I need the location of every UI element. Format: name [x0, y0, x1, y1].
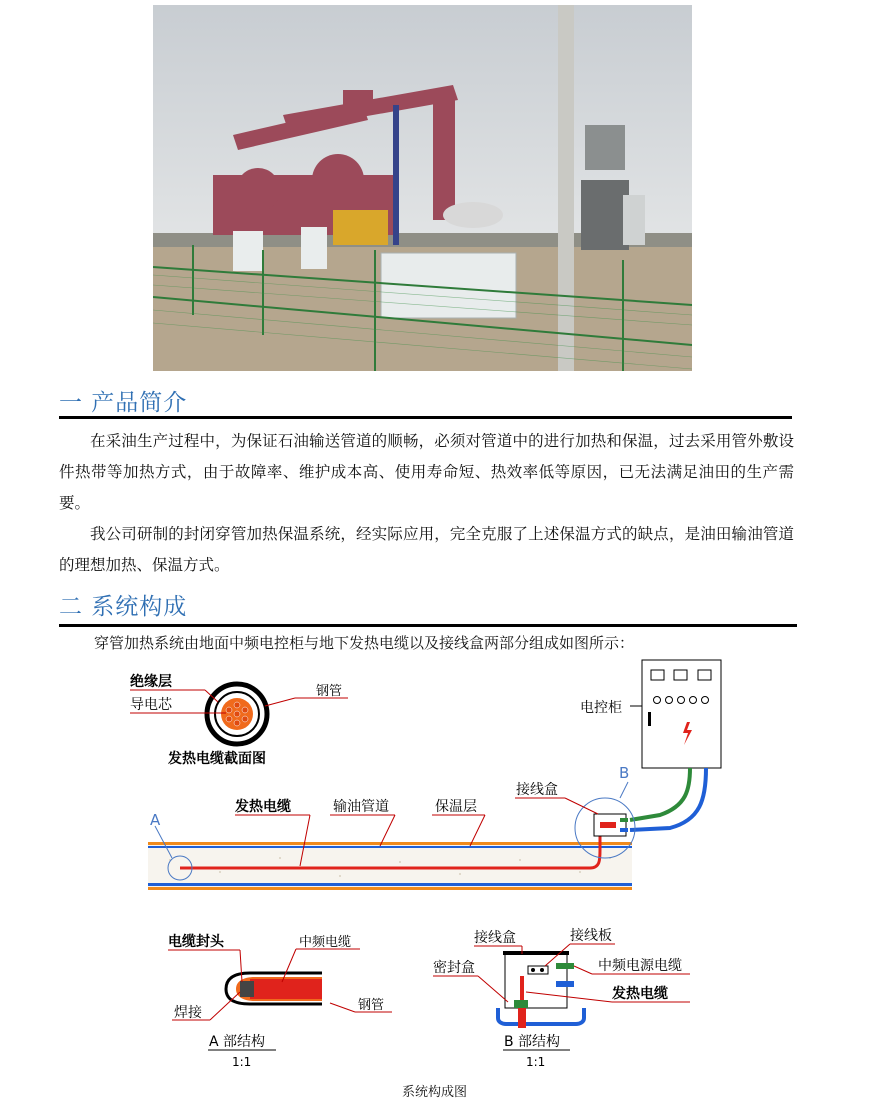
label-insulation-layer: 保温层: [435, 799, 477, 815]
cable-cross-section: [130, 673, 348, 767]
oil-pipeline: [148, 811, 632, 890]
label-oil-pipe: 输油管道: [333, 799, 389, 815]
paragraph: 我公司研制的封闭穿管加热保温系统，经实际应用，完全克服了上述保温方式的缺点，是油田输油管道的理想加热、保温方式。: [59, 525, 794, 574]
label-point-b: B: [619, 764, 630, 782]
oilfield-photo: [153, 5, 692, 371]
system-diagram: [0, 650, 869, 1108]
label-cable-end: 电缆封头: [168, 934, 224, 950]
cross-section-title: 发热电缆截面图: [168, 751, 266, 767]
label-heating-cable-b: 发热电缆: [612, 986, 668, 1002]
system-intro: 穿管加热系统由地面中频电控柜与地下发热电缆以及接线盒两部分组成如图所示：: [94, 634, 635, 652]
detail-a-title: A 部结构: [209, 1034, 266, 1050]
label-steel-pipe: 钢管: [316, 684, 343, 699]
detail-b: [433, 927, 690, 1069]
detail-a-scale: 1:1: [232, 1055, 252, 1069]
label-point-a: A: [150, 811, 161, 829]
label-conductor: 导电芯: [130, 697, 172, 713]
section-divider: [59, 416, 792, 419]
label-heating-cable: 发热电缆: [235, 799, 291, 815]
section-intro-body: [59, 426, 794, 581]
label-seal-box: 密封盒: [433, 960, 475, 976]
label-mf-cable: 中频电缆: [299, 935, 352, 950]
section-divider: [59, 624, 797, 627]
label-insulation: 绝缘层: [130, 674, 172, 690]
label-junction-box-b: 接线盒: [474, 930, 516, 946]
label-weld: 焊接: [174, 1005, 202, 1021]
detail-b-title: B 部结构: [504, 1034, 561, 1050]
control-cabinet: [580, 660, 721, 768]
section-title-system: 二 系统构成: [59, 594, 188, 620]
label-cabinet: 电控柜: [580, 700, 622, 716]
label-junction-box: 接线盒: [516, 782, 558, 798]
label-terminal-board: 接线板: [570, 928, 612, 944]
detail-b-scale: 1:1: [526, 1055, 546, 1069]
label-mf-power-cable: 中频电源电缆: [598, 958, 682, 974]
label-steel-pipe-a: 钢管: [358, 998, 385, 1013]
detail-a: [168, 933, 392, 1069]
section-title-intro: 一 产品简介: [59, 390, 188, 416]
diagram-caption: 系统构成图: [401, 1085, 467, 1100]
paragraph: 在采油生产过程中，为保证石油输送管道的顺畅，必须对管道中的进行加热和保温，过去采用管外敷设件热带等加热方式，由于故障率、维护成本高、使用寿命短、热效率低等原因，已无法满足油田的生产需要。: [59, 432, 794, 512]
